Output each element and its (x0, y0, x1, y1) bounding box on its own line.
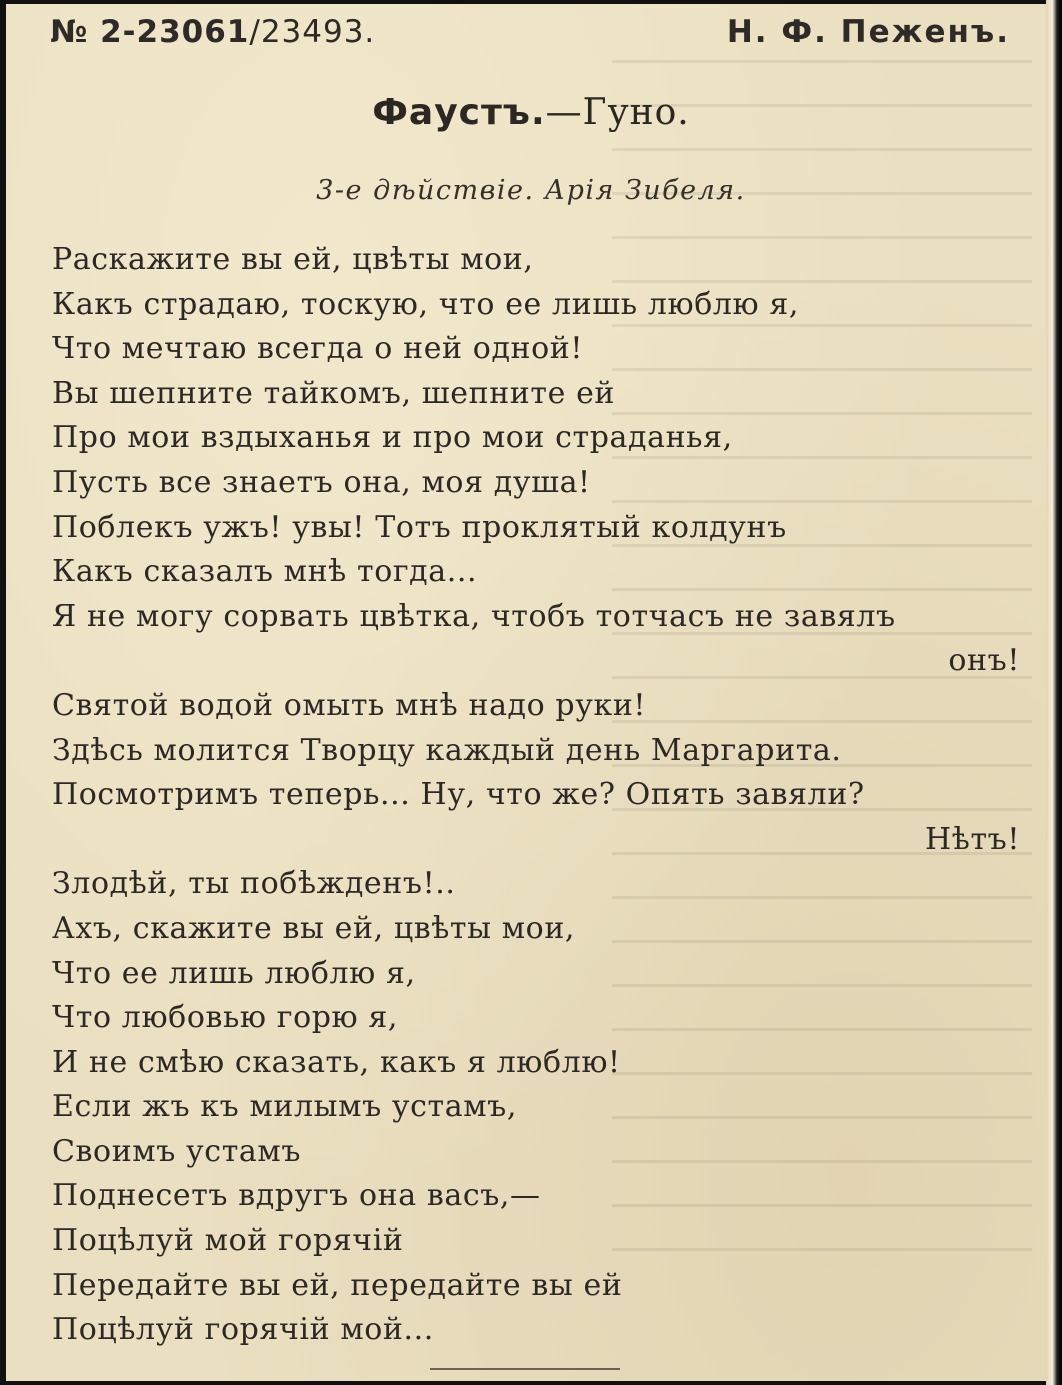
title-separator: — (545, 92, 583, 133)
catalog-suffix: /23493. (249, 14, 376, 50)
act-subtitle: 3-е дѣйствiе. Арiя Зибеля. (316, 175, 746, 206)
lyric-line: Злодѣй, ты побѣжденъ!.. (52, 866, 456, 902)
lyric-line: Пусть все знаетъ она, моя душа! (52, 464, 591, 500)
lyrics-block (52, 238, 1020, 1353)
lyric-line: Посмотримъ теперь... Ну, что же? Опять завяли? (52, 777, 865, 813)
lyric-line: Что мечтаю всегда о ней одной! (52, 331, 584, 367)
lyric-line: Что любовью горю я, (52, 1000, 399, 1036)
publisher-name: Н. Ф. Пеженъ. (726, 14, 1010, 50)
lyric-line: Вы шепните тайкомъ, шепните ей (52, 375, 616, 411)
lyric-line: Поблекъ ужъ! увы! Тотъ проклятый колдунъ (52, 509, 787, 545)
lyric-line: Про мои вздыханья и про мои страданья, (52, 420, 733, 456)
lyric-line: Какъ сказалъ мнѣ тогда... (52, 554, 478, 590)
lyric-line: Поцѣлуй горячiй мой... (52, 1312, 434, 1348)
lyric-line: Здѣсь молится Творцу каждый день Маргарита. (52, 732, 842, 768)
lyric-line: Нѣтъ! (925, 821, 1020, 857)
catalog-prefix: № 2-23061 (50, 14, 250, 50)
composer-name: Гуно. (582, 92, 690, 133)
lyric-line: Я не могу сорвать цвѣтка, чтобъ тотчасъ не завялъ (52, 598, 896, 634)
opera-title: Фаустъ. (372, 92, 546, 133)
catalog-number (50, 14, 375, 50)
lyric-line: Передайте вы ей, передайте вы ей (52, 1267, 623, 1303)
lyric-line: Поднесетъ вдругъ она васъ,— (52, 1178, 541, 1214)
lyric-line: онъ! (948, 643, 1020, 679)
top-scan-border (0, 0, 1062, 4)
bottom-rule (430, 1368, 620, 1370)
bottom-scan-border (0, 1381, 1062, 1385)
lyric-line: И не смѣю сказать, какъ я люблю! (52, 1044, 621, 1080)
song-title (0, 92, 1062, 133)
page-header (50, 14, 1010, 58)
lyric-line: Если жъ къ милымъ устамъ, (52, 1089, 517, 1125)
lyric-line: Какъ страдаю, тоскую, что ее лишь люблю я, (52, 286, 800, 322)
lyric-line: Ахъ, скажите вы ей, цвѣты мои, (52, 910, 576, 946)
lyric-line: Святой водой омыть мнѣ надо руки! (52, 687, 647, 723)
lyric-line: Поцѣлуй мой горячiй (52, 1223, 404, 1259)
lyric-line: Своимъ устамъ (52, 1133, 302, 1169)
lyric-line: Что ее лишь люблю я, (52, 955, 416, 991)
lyric-line: Раскажите вы ей, цвѣты мои, (52, 242, 534, 277)
